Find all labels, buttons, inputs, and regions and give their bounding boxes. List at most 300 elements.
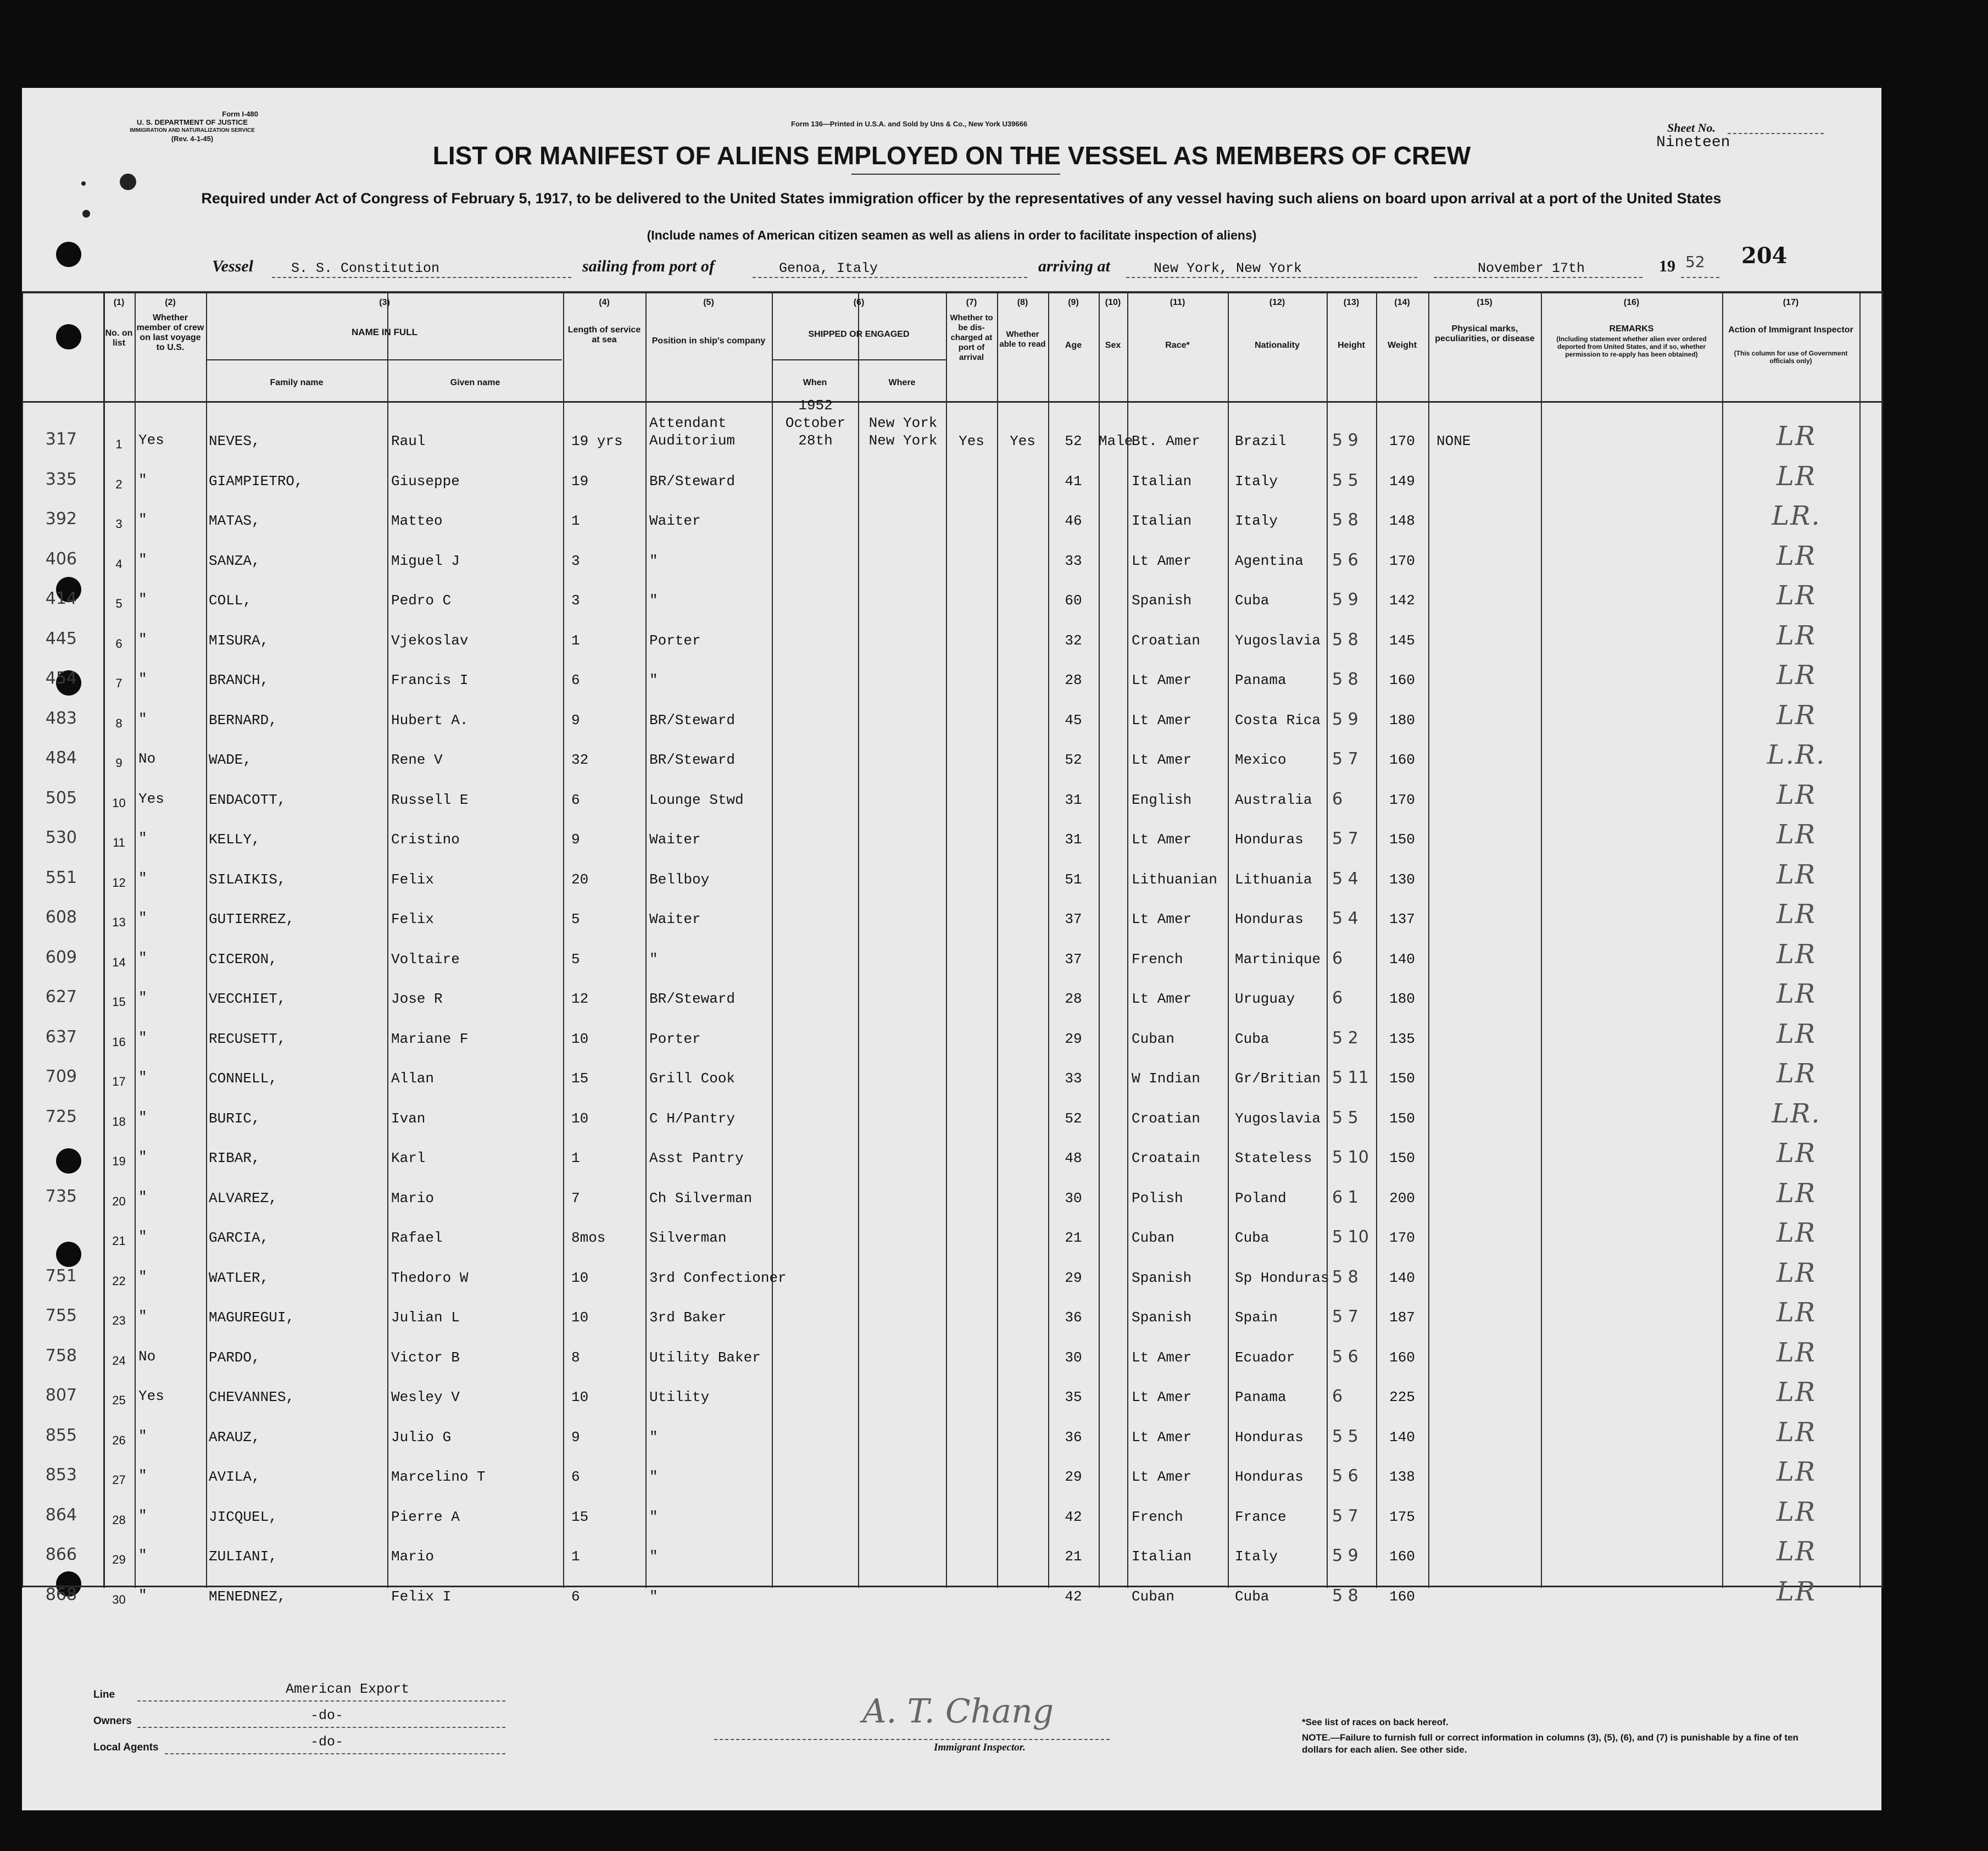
inspector-action: LR — [1776, 859, 1816, 890]
col-number-1: (1) — [113, 298, 125, 307]
family-name: CHEVANNES, — [209, 1389, 295, 1405]
manifest-ref-number: 755 — [45, 1306, 77, 1325]
member-last-voyage: " — [138, 512, 147, 528]
nationality: Brazil — [1235, 433, 1287, 449]
nationality: Sp Honduras — [1235, 1269, 1329, 1286]
position: " — [649, 672, 658, 688]
height: 5 8 — [1332, 1586, 1358, 1605]
table-top-rule — [22, 291, 1881, 293]
inspector-action: LR — [1776, 580, 1816, 611]
row-number: 5 — [115, 597, 122, 610]
row-number: 14 — [112, 955, 126, 969]
manifest-ref-number: 864 — [45, 1505, 77, 1525]
service-length: 8 — [571, 1349, 580, 1366]
position: 3rd Confectioner — [649, 1269, 787, 1286]
given-name: Mario — [391, 1189, 435, 1207]
manifest-ref-number: 725 — [45, 1107, 77, 1126]
weight: 142 — [1389, 592, 1415, 609]
row-number: 25 — [112, 1393, 126, 1407]
age: 60 — [1065, 592, 1082, 609]
row-number: 30 — [112, 1592, 126, 1607]
family-name: WADE, — [209, 752, 252, 768]
arrival-line — [1126, 277, 1417, 278]
manifest-ref-number: 609 — [45, 947, 77, 967]
given-name: Cristino — [391, 831, 460, 848]
nationality: Martinique — [1235, 950, 1321, 968]
weight: 135 — [1389, 1030, 1415, 1047]
age: 28 — [1065, 672, 1082, 688]
row-number: 12 — [112, 875, 126, 890]
given-name: Pierre A — [391, 1508, 460, 1525]
given-name: Raul — [391, 433, 426, 449]
weight: 150 — [1389, 1110, 1415, 1127]
column-rule — [135, 291, 136, 1588]
nationality: Yugoslavia — [1235, 632, 1321, 649]
family-name: GUTIERREZ, — [209, 911, 295, 927]
race: Cuban — [1132, 1588, 1175, 1605]
shipped-where: New York New York — [868, 415, 938, 449]
given-name: Voltaire — [391, 950, 460, 968]
nationality: Yugoslavia — [1235, 1110, 1321, 1127]
family-name: MENEDNEZ, — [209, 1588, 286, 1605]
row-number: 1 — [115, 437, 122, 451]
family-name: NEVES, — [209, 433, 260, 449]
table-bottom-rule — [22, 1586, 1881, 1587]
row-number: 9 — [115, 756, 122, 770]
row-number: 6 — [115, 636, 122, 651]
service-length: 1 — [571, 1548, 580, 1565]
family-name: KELLY, — [209, 831, 260, 848]
inspector-signature: A. T. Chang — [862, 1692, 1054, 1731]
row-number: 19 — [112, 1154, 126, 1168]
vessel-label: Vessel — [212, 257, 253, 275]
service-length: 9 — [571, 1428, 580, 1446]
weight: 140 — [1389, 1269, 1415, 1286]
race: English — [1132, 791, 1192, 808]
family-name: CONNELL, — [209, 1070, 277, 1087]
weight: 170 — [1389, 1230, 1415, 1246]
position: " — [649, 552, 658, 569]
given-name: Pedro C — [391, 592, 452, 609]
race: Lt Amer — [1132, 911, 1192, 927]
col-number-14: (14) — [1394, 298, 1410, 307]
height: 5 8 — [1332, 510, 1358, 530]
weight: 145 — [1389, 632, 1415, 649]
given-name: Ivan — [391, 1110, 426, 1127]
member-last-voyage: Yes — [138, 432, 164, 448]
member-last-voyage: " — [138, 1507, 147, 1524]
col-number-8: (8) — [1017, 298, 1028, 307]
service-length: 15 — [571, 1070, 589, 1087]
position: Ch Silverman — [649, 1189, 753, 1207]
family-name: PARDO, — [209, 1349, 260, 1366]
given-name: Jose R — [391, 991, 443, 1007]
agents-label: Local Agents — [93, 1742, 159, 1753]
member-last-voyage: Yes — [138, 790, 164, 807]
given-name: Miguel J — [391, 552, 460, 569]
service-length: 6 — [571, 1469, 580, 1485]
member-last-voyage: " — [138, 631, 147, 648]
height: 5 6 — [1332, 1347, 1358, 1366]
weight: 140 — [1389, 1428, 1415, 1446]
service-length: 9 — [571, 712, 580, 729]
position: BR/Steward — [649, 712, 736, 729]
age: 36 — [1065, 1309, 1082, 1326]
row-number: 4 — [115, 557, 122, 571]
family-name: BURIC, — [209, 1110, 260, 1127]
page-title: LIST OR MANIFEST OF ALIENS EMPLOYED ON THE VESSEL AS MEMBERS OF CREW — [432, 141, 1471, 170]
age: 52 — [1065, 433, 1082, 449]
weight: 130 — [1389, 871, 1415, 888]
col-header-no: No. on list — [105, 329, 133, 348]
vessel-name: S. S. Constitution — [291, 260, 440, 276]
page-note: (Include names of American citizen seamen as well as aliens in order to facilitate inspection of aliens) — [647, 228, 1257, 242]
nationality: Italy — [1235, 513, 1278, 529]
position: Grill Cook — [649, 1070, 736, 1087]
member-last-voyage: " — [138, 1308, 147, 1325]
inspector-label: Immigrant Inspector. — [934, 1742, 1026, 1753]
family-name: COLL, — [209, 592, 252, 609]
member-last-voyage: " — [138, 591, 147, 608]
race: Cuban — [1132, 1030, 1175, 1047]
given-name: Thedoro W — [391, 1269, 469, 1286]
name-subheader-rule — [206, 359, 562, 360]
height: 6 1 — [1332, 1187, 1358, 1207]
row-number: 27 — [112, 1473, 126, 1487]
service-length: 10 — [571, 1389, 589, 1405]
crew-table — [22, 291, 1881, 1607]
col-header-remarks-note: (Including statement whether alien ever ordered deported from United States, and if so, whether permission to re-apply has been obtained) — [1556, 335, 1707, 358]
position: Waiter — [649, 513, 701, 529]
member-last-voyage: " — [138, 710, 147, 727]
age: 29 — [1065, 1269, 1082, 1286]
nationality: Cuba — [1235, 1588, 1269, 1605]
sheet-number-value: Nineteen — [1656, 134, 1730, 151]
given-name: Mario — [391, 1548, 435, 1565]
given-name: Rafael — [391, 1230, 443, 1246]
nationality: Honduras — [1235, 911, 1304, 927]
discharged-at-arrival: Yes — [959, 433, 984, 449]
col-header-family: Family name — [270, 378, 324, 387]
nationality: Gr/Britian — [1235, 1070, 1321, 1087]
race: Croatian — [1132, 1110, 1200, 1127]
manifest-ref-number: 868 — [45, 1585, 77, 1604]
column-rule — [563, 291, 564, 1588]
weight: 160 — [1389, 752, 1415, 768]
position: " — [649, 950, 658, 968]
age: 30 — [1065, 1189, 1082, 1207]
form-number: Form I-480 — [222, 110, 258, 118]
member-last-voyage: " — [138, 1109, 147, 1126]
col-header-service: Length of service at sea — [567, 325, 641, 344]
inspector-action: LR — [1776, 1416, 1816, 1448]
manifest-ref-number: 414 — [45, 589, 77, 608]
line-rule — [137, 1700, 505, 1702]
col-header-read: Whether able to read — [999, 330, 1046, 349]
col-header-sex: Sex — [1105, 341, 1121, 350]
physical-marks: NONE — [1436, 433, 1471, 449]
sex: Male — [1099, 433, 1133, 449]
member-last-voyage: " — [138, 1029, 147, 1046]
age: 36 — [1065, 1428, 1082, 1446]
manifest-ref-number: 392 — [45, 509, 77, 529]
nationality: Panama — [1235, 672, 1287, 688]
position: Porter — [649, 1030, 701, 1047]
height: 5 7 — [1332, 829, 1358, 848]
nationality: Mexico — [1235, 752, 1287, 768]
race: Spanish — [1132, 1269, 1192, 1286]
member-last-voyage: " — [138, 870, 147, 887]
service-length: 10 — [571, 1030, 589, 1047]
member-last-voyage: " — [138, 949, 147, 966]
col-number-10: (10) — [1105, 298, 1121, 307]
column-rule — [645, 291, 647, 1588]
position: Utility — [649, 1389, 710, 1405]
height: 5 2 — [1332, 1028, 1358, 1048]
weight: 137 — [1389, 911, 1415, 927]
family-name: AVILA, — [209, 1469, 260, 1485]
weight: 170 — [1389, 791, 1415, 808]
service-length: 5 — [571, 911, 580, 927]
position: Utility Baker — [649, 1349, 761, 1366]
column-rule — [387, 291, 388, 1588]
race: Lt Amer — [1132, 672, 1192, 688]
given-name: Wesley V — [391, 1389, 460, 1405]
port-line — [753, 277, 1027, 278]
service-length: 1 — [571, 513, 580, 529]
nationality: Costa Rica — [1235, 712, 1321, 729]
column-rule — [858, 291, 859, 1588]
member-last-voyage: " — [138, 1547, 147, 1564]
printer-line: Form 136—Printed in U.S.A. and Sold by Uns & Co., New York U39666 — [791, 120, 1028, 128]
service-length: 6 — [571, 672, 580, 688]
race: Spanish — [1132, 1309, 1192, 1326]
height: 5 5 — [1332, 470, 1358, 490]
page-number: 204 — [1741, 243, 1787, 269]
height: 5 9 — [1332, 590, 1358, 609]
punch-hole — [56, 242, 81, 267]
inspector-action: LR — [1776, 779, 1816, 810]
row-number: 20 — [112, 1194, 126, 1208]
column-rule — [997, 291, 998, 1588]
service-length: 10 — [571, 1309, 589, 1326]
row-number: 2 — [115, 477, 122, 491]
given-name: Vjekoslav — [391, 632, 469, 649]
weight: 170 — [1389, 433, 1415, 449]
column-rule — [1127, 291, 1128, 1588]
manifest-ref-number: 551 — [45, 868, 77, 887]
race: Croatain — [1132, 1150, 1200, 1166]
row-number: 24 — [112, 1353, 126, 1368]
height: 5 6 — [1332, 550, 1358, 570]
year-suffix: 52 — [1685, 253, 1705, 271]
arrival-port: New York, New York — [1154, 260, 1302, 276]
column-rule — [1428, 291, 1429, 1588]
height: 5 8 — [1332, 670, 1358, 689]
title-rule — [851, 174, 1060, 175]
row-number: 7 — [115, 676, 122, 690]
position: " — [649, 1588, 658, 1605]
family-name: ARAUZ, — [209, 1428, 260, 1446]
weight: 187 — [1389, 1309, 1415, 1326]
weight: 225 — [1389, 1389, 1415, 1405]
weight: 160 — [1389, 1588, 1415, 1605]
given-name: Felix I — [391, 1588, 452, 1605]
member-last-voyage: " — [138, 830, 147, 847]
height: 6 — [1332, 789, 1343, 809]
inspector-action: LR — [1776, 819, 1816, 850]
inspector-action: LR — [1776, 1377, 1816, 1408]
height: 5 5 — [1332, 1108, 1358, 1127]
manifest-ref-number: 853 — [45, 1465, 77, 1485]
given-name: Karl — [391, 1150, 426, 1166]
age: 32 — [1065, 632, 1082, 649]
age: 45 — [1065, 712, 1082, 729]
member-last-voyage: " — [138, 1229, 147, 1245]
nationality: Ecuador — [1235, 1349, 1295, 1366]
weight: 138 — [1389, 1469, 1415, 1485]
inspector-action: LR — [1776, 1297, 1816, 1328]
column-rule — [772, 291, 773, 1588]
service-length: 8mos — [571, 1230, 606, 1246]
column-rule — [1859, 291, 1861, 1588]
weight: 148 — [1389, 513, 1415, 529]
position: " — [649, 1508, 658, 1525]
nationality: Honduras — [1235, 1469, 1304, 1485]
height: 6 — [1332, 1387, 1343, 1406]
family-name: RIBAR, — [209, 1150, 260, 1166]
member-last-voyage: " — [138, 671, 147, 687]
column-rule — [1722, 291, 1723, 1588]
given-name: Mariane F — [391, 1030, 469, 1047]
departure-port: Genoa, Italy — [779, 260, 878, 276]
age: 37 — [1065, 950, 1082, 968]
manifest-ref-number: 758 — [45, 1346, 77, 1365]
line-label: Line — [93, 1689, 115, 1700]
race: Lt Amer — [1132, 712, 1192, 729]
age: 21 — [1065, 1230, 1082, 1246]
age: 52 — [1065, 1110, 1082, 1127]
shipped-when: 1952 October 28th — [785, 397, 846, 449]
col-number-4: (4) — [599, 298, 610, 307]
service-length: 32 — [571, 752, 589, 768]
races-note: *See list of races on back hereof. — [1302, 1717, 1449, 1727]
col-header-action-note: (This column for use of Government officials only) — [1734, 349, 1848, 365]
row-number: 8 — [115, 716, 122, 730]
family-name: VECCHIET, — [209, 991, 286, 1007]
family-name: ENDACOTT, — [209, 791, 286, 808]
column-rule — [1541, 291, 1542, 1588]
position: Asst Pantry — [649, 1150, 744, 1166]
nationality: Italy — [1235, 473, 1278, 490]
age: 42 — [1065, 1508, 1082, 1525]
member-last-voyage: " — [138, 1188, 147, 1205]
col-number-17: (17) — [1783, 298, 1799, 307]
nationality: Stateless — [1235, 1150, 1312, 1166]
nationality: Uruguay — [1235, 991, 1295, 1007]
family-name: BRANCH, — [209, 672, 269, 688]
line-value: American Export — [286, 1681, 410, 1697]
inspector-action: LR — [1776, 1576, 1816, 1607]
agents-rule — [165, 1753, 505, 1754]
member-last-voyage: " — [138, 1149, 147, 1165]
member-last-voyage: " — [138, 1587, 147, 1604]
age: 33 — [1065, 1070, 1082, 1087]
member-last-voyage: " — [138, 990, 147, 1006]
col-header-where: Where — [888, 378, 916, 387]
family-name: SANZA, — [209, 552, 260, 569]
inspector-action: LR — [1776, 1058, 1816, 1089]
page-subtitle: Required under Act of Congress of February 5, 1917, to be delivered to the United States immigration officer by the representatives of any vessel having such aliens on board upon arrival at a port of the United States — [201, 190, 1722, 207]
weight: 150 — [1389, 1150, 1415, 1166]
col-number-16: (16) — [1623, 298, 1640, 307]
age: 21 — [1065, 1548, 1082, 1565]
race: Lithuanian — [1132, 871, 1218, 888]
nationality: Italy — [1235, 1548, 1278, 1565]
service-length: 6 — [571, 791, 580, 808]
inspector-action: LR — [1776, 1457, 1816, 1487]
position: " — [649, 1548, 658, 1565]
member-last-voyage: No — [138, 751, 156, 767]
given-name: Matteo — [391, 513, 443, 529]
row-number: 16 — [112, 1035, 126, 1049]
inspector-action: LR — [1776, 1018, 1816, 1049]
nationality: Agentina — [1235, 552, 1304, 569]
owners-value: -do- — [310, 1708, 344, 1724]
column-rule — [946, 291, 947, 1588]
service-length: 5 — [571, 950, 580, 968]
family-name: MATAS, — [209, 513, 260, 529]
age: 31 — [1065, 791, 1082, 808]
penalty-note: NOTE.—Failure to furnish full or correct information in columns (3), (5), (6), and (7) is punishable by a fine of ten dollars for each alien. See other side. — [1302, 1732, 1798, 1755]
height: 5 8 — [1332, 630, 1358, 649]
age: 29 — [1065, 1030, 1082, 1047]
manifest-ref-number: 735 — [45, 1186, 77, 1206]
member-last-voyage: " — [138, 471, 147, 488]
height: 5 11 — [1332, 1068, 1369, 1087]
manifest-ref-number: 454 — [45, 669, 77, 688]
inspector-action: LR. — [1772, 1098, 1821, 1129]
inspector-action: LR — [1776, 938, 1816, 970]
column-rule — [1327, 291, 1328, 1588]
inspector-action: LR — [1776, 1536, 1816, 1567]
service-length: 1 — [571, 632, 580, 649]
given-name: Julio G — [391, 1428, 452, 1446]
col-number-13: (13) — [1343, 298, 1360, 307]
race: Italian — [1132, 1548, 1192, 1565]
column-rule — [1228, 291, 1229, 1588]
member-last-voyage: " — [138, 1268, 147, 1285]
manifest-ref-number: 483 — [45, 708, 77, 728]
weight: 175 — [1389, 1508, 1415, 1525]
weight: 150 — [1389, 831, 1415, 848]
arriving-label: arriving at — [1038, 257, 1110, 275]
owners-label: Owners — [93, 1715, 132, 1727]
manifest-ref-number: 866 — [45, 1545, 77, 1564]
ink-mark — [82, 210, 90, 218]
service-length: 6 — [571, 1588, 580, 1605]
height: 5 7 — [1332, 749, 1358, 769]
col-header-shipped: SHIPPED OR ENGAGED — [808, 330, 910, 339]
age: 28 — [1065, 991, 1082, 1007]
column-rule — [206, 291, 207, 1588]
weight: 160 — [1389, 1548, 1415, 1565]
col-number-11: (11) — [1170, 298, 1185, 307]
service-length: 19 — [571, 473, 589, 490]
height: 5 7 — [1332, 1506, 1358, 1526]
row-number: 18 — [112, 1114, 126, 1129]
nationality: Cuba — [1235, 1230, 1269, 1246]
